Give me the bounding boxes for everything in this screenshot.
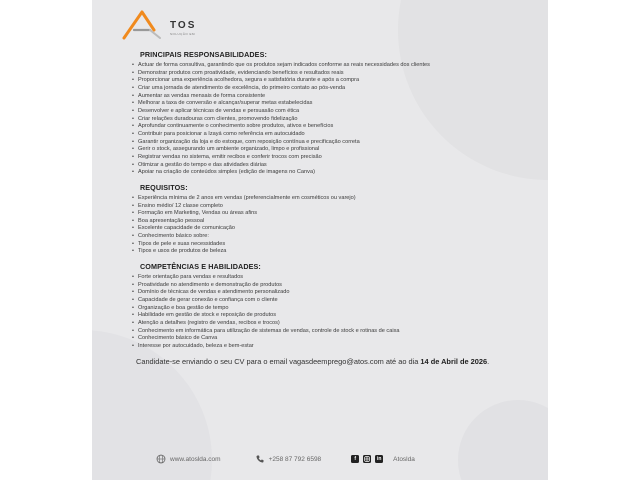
list-item: • Conhecimento básico de Canva [132,335,532,343]
list-item: • Interesse por autocuidado, beleza e bem-estar [132,343,532,351]
list-item: • Desenvolver e aplicar técnicas de vendas e persuasão com ética [132,108,532,116]
application-instructions [136,357,516,367]
list-item: • Criar uma jornada de atendimento de excelência, do primeiro contato ao pós-venda [132,85,532,93]
phone-icon [255,454,265,464]
list-item: • Conhecimento em informática para utilização de sistemas de vendas, controle de stock e rotinas de caixa [132,328,532,336]
list-item: • Apoiar na criação de conteúdos simples (edição de imagens no Canva) [132,169,532,177]
list-item: • Tipos de pele e suas necessidades [132,241,532,249]
instagram-icon[interactable] [363,455,371,463]
list-item: • Conhecimento básico sobre: [132,233,532,241]
list-item: • Aumentar as vendas mensais de forma consistente [132,93,532,101]
list-item: • Tipos e usos de produtos de beleza [132,248,532,256]
list-item: • Gerir o stock, assegurando um ambiente organizado, limpo e profissional [132,146,532,154]
phone-number[interactable]: +258 87 792 6598 [268,455,322,463]
list-item: • Excelente capacidade de comunicação [132,225,532,233]
list-item: • Actuar de forma consultiva, garantindo que os produtos sejam indicados conforme as reais necessidades dos clientes [132,62,532,70]
cta-text: Candidate-se enviando o seu CV para o email vagasdeemprego@atos.com até ao dia [136,356,421,366]
list-item: • Garantir organização da loja e do estoque, com reposição contínua e precificação correta [132,139,532,147]
phone-contact[interactable] [255,454,322,464]
bullet-list [132,195,532,256]
background-decoration [458,400,548,480]
list-item: • Demonstrar produtos com proatividade, evidenciando benefícios e resultados reais [132,70,532,78]
list-item: • Registrar vendas no sistema, emitir recibos e conferir trocos com precisão [132,154,532,162]
list-item: • Experiência mínima de 2 anos em vendas (preferencialmente em cosméticos ou varejo) [132,195,532,203]
section-title: PRINCIPAIS RESPONSABILIDADES: [140,50,267,59]
job-content [132,50,532,367]
website-contact[interactable] [156,454,221,464]
list-item: • Proatividade no atendimento e demonstração de produtos [132,282,532,290]
list-item: • Domínio de técnicas de vendas e atendimento personalizado [132,289,532,297]
facebook-icon[interactable]: f [351,455,359,463]
list-item: • Melhorar a taxa de conversão e alcançar/superar metas estabelecidas [132,100,532,108]
bullet-list [132,62,532,177]
job-post-card [92,0,548,480]
social-handle[interactable]: Atoslda [393,455,415,463]
logo-mark-icon [120,8,168,42]
cta-end: . [487,356,490,366]
list-item: • Ensino médio/ 12 classe completo [132,203,532,211]
list-item: • Aprofundar continuamente o conhecimento sobre produtos, ativos e benefícios [132,123,532,131]
company-logo [120,8,230,42]
logo-tagline: SOLUÇÃO EM [170,32,196,36]
list-item: • Forte orientação para vendas e resultados [132,274,532,282]
website-link[interactable]: www.atoslda.com [170,455,221,463]
list-item: • Proporcionar uma experiência acolhedora, segura e satisfatória durante e após a compra [132,77,532,85]
social-links [351,455,415,463]
list-item: • Habilidade em gestão de stock e reposição de produtos [132,312,532,320]
section-title: REQUISITOS: [140,182,188,192]
section-title: COMPETÊNCIAS E HABILIDADES: [140,262,261,272]
linkedin-icon[interactable]: in [376,456,382,462]
list-item: • Formação em Marketing, Vendas ou áreas afins [132,210,532,218]
list-item: • Contribuir para posicionar a Izayá como referência em autocuidado [132,131,532,139]
list-item: • Boa apresentação pessoal [132,218,532,226]
globe-icon [156,454,166,464]
list-item: • Atenção a detalhes (registro de vendas, recibos e trocos) [132,320,532,328]
deadline-date: 14 de Abril de 2026 [420,356,488,366]
list-item: • Organização e boa gestão de tempo [132,305,532,313]
list-item: • Capacidade de gerar conexão e confiança com o cliente [132,297,532,305]
list-item: • Otimizar a gestão do tempo e das atividades diárias [132,162,532,170]
contact-footer [156,452,496,466]
list-item: • Criar relações duradouras com clientes, promovendo fidelização [132,116,532,124]
bullet-list [132,274,532,351]
logo-wordmark: TOS [170,20,197,31]
